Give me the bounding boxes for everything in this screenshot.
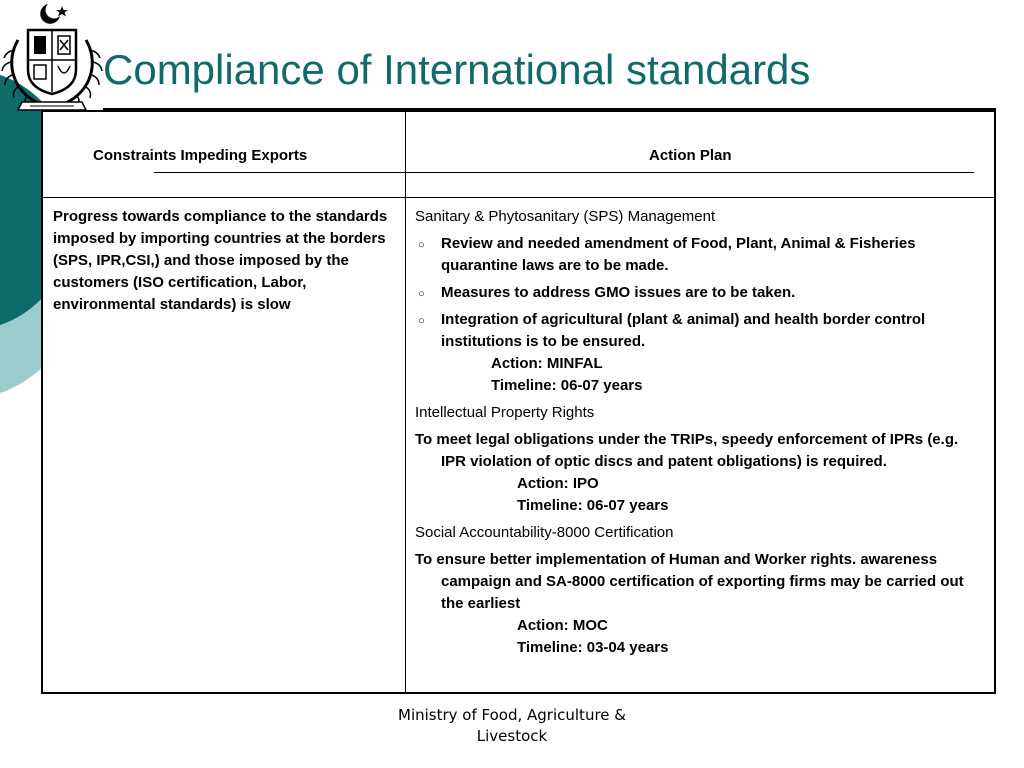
footer — [362, 705, 662, 747]
sps-timeline: Timeline: 06-07 years — [491, 377, 643, 394]
sps-bullet — [415, 309, 985, 397]
sps-bullet-text: Review and needed amendment of Food, Plant, Animal & Fisheries quarantine laws are to be made. — [441, 235, 916, 274]
hollow-bullet-icon: ○ — [418, 288, 425, 300]
sps-bullet-text: Integration of agricultural (plant & animal) and health border control institutions is to be ensured. — [441, 311, 926, 350]
footer-line-2: Livestock — [476, 727, 548, 745]
action-plan-cell — [415, 206, 985, 664]
sa-timeline: Timeline: 03-04 years — [517, 639, 669, 656]
compliance-table — [41, 110, 996, 694]
sa-text: To ensure better implementation of Human and Worker rights. awareness campaign and SA-8000 certification of exporting firms may be carried out the earliest — [415, 551, 964, 612]
sps-action: Action: MINFAL — [491, 355, 603, 372]
header-underline-left — [154, 172, 405, 173]
header-action-plan: Action Plan — [649, 147, 732, 164]
sps-bullet — [415, 233, 985, 277]
hollow-bullet-icon: ○ — [418, 315, 425, 327]
state-emblem-icon — [0, 0, 104, 116]
sps-bullet-text: Measures to address GMO issues are to be taken. — [441, 284, 796, 301]
ipr-action: Action: IPO — [517, 475, 599, 492]
slide-title: Compliance of International standards — [103, 46, 811, 93]
ipr-heading: Intellectual Property Rights — [415, 404, 595, 421]
sa-action: Action: MOC — [517, 617, 608, 634]
ipr-text: To meet legal obligations under the TRIPs, speedy enforcement of IPRs (e.g. IPR violation of optic discs and patent obligations) is required. — [415, 431, 959, 470]
constraint-cell: Progress towards compliance to the standards imposed by importing countries at the borders (SPS, IPR,CSI,) and those imposed by the customers (ISO certification, Labor, environmental standards) is slow — [53, 208, 388, 313]
header-row-divider — [43, 197, 994, 198]
hollow-bullet-icon: ○ — [418, 239, 425, 251]
sa-heading: Social Accountability-8000 Certification — [415, 524, 674, 541]
footer-line-1: Ministry of Food, Agriculture & — [398, 706, 626, 724]
ipr-timeline: Timeline: 06-07 years — [517, 497, 669, 514]
column-divider — [405, 112, 406, 692]
sps-bullet — [415, 282, 985, 304]
sa-block — [415, 549, 985, 659]
sps-heading: Sanitary & Phytosanitary (SPS) Management — [415, 208, 716, 225]
ipr-block — [415, 429, 985, 517]
header-underline-right — [406, 172, 974, 173]
header-constraints: Constraints Impeding Exports — [93, 147, 308, 164]
